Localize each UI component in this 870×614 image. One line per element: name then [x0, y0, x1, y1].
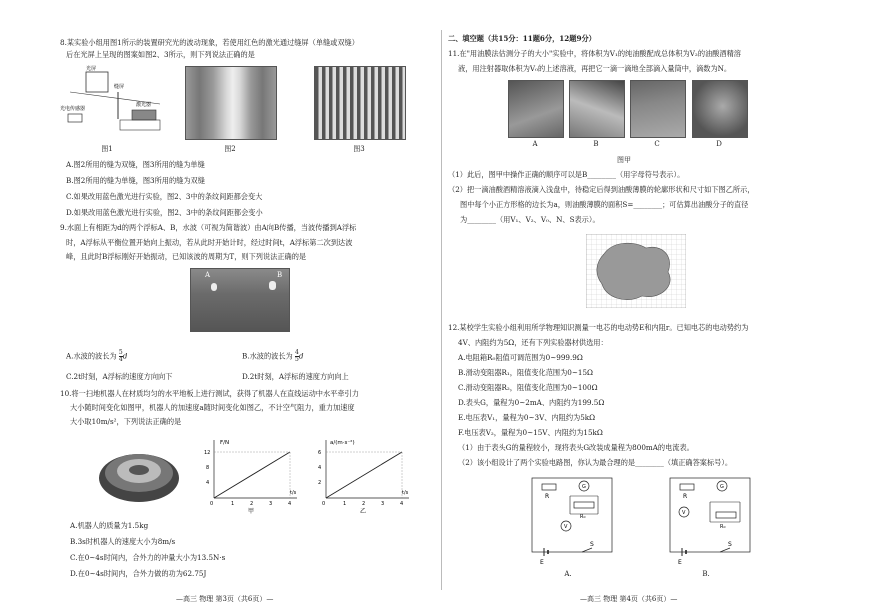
circuit-b-label-s: S	[728, 541, 732, 548]
q9-line-2: 时，A浮标从平衡位置开始向上振动，若从此时开始计时，经过时间t，A浮标第二次到达波	[66, 238, 353, 247]
q11-part-2-line-3: 为________（用V₁、V₂、V₀、N、S表示）。	[460, 215, 600, 224]
graph-jia-ytick-4: 4	[206, 480, 210, 486]
q8-line-1: 8.某实验小组用图1所示的装置研究光的波动现象，若使用红色的激光通过缝屏（单缝或双缝）	[60, 38, 359, 47]
circuit-diagram-a	[520, 472, 620, 568]
graph-jia-xtick-3: 3	[269, 501, 273, 507]
q9-option-c: C.2t时刻，A浮标的速度方向向下	[66, 372, 173, 381]
graph-jia-xtick-1: 1	[231, 501, 235, 507]
fig1-label-laser: 激光器	[136, 102, 152, 108]
q11-line-2: 液，用注射器取体积为V₀的上述溶液，再把它一滴一滴地全部滴入量筒中，滴数为N。	[458, 64, 732, 73]
q12-option-e: E.电压表V₁，量程为0~3V、内阻约为5kΩ	[458, 413, 596, 422]
q8-apparatus-figure	[60, 64, 170, 139]
q8-figure2-pattern	[185, 66, 277, 140]
q10-option-d: D.在0~4s时间内，合外力做的功为62.75J	[70, 569, 207, 578]
photo-caption-b: B	[593, 140, 599, 148]
q12-option-d: D.表头G，量程为0~2mA、内阻约为199.5Ω	[458, 398, 605, 407]
graph-jia-ytick-12: 12	[204, 450, 211, 456]
photo-caption-d: D	[716, 140, 722, 148]
q12-part-1: （1）由于表头G的量程较小，现将表头G改装成量程为800mA的电流表。	[458, 443, 694, 452]
q11-photo-a	[508, 80, 564, 138]
q12-option-c: C.滑动变阻器R₂，阻值变化范围为0~100Ω	[458, 383, 598, 392]
q11-part-2-line-1: （2）把一滴油酸酒精溶液滴入浅盘中，待稳定后得到油酸薄膜的轮廓形状和尺寸如下图乙所示，	[448, 185, 755, 194]
q10-graph-yi	[314, 436, 414, 514]
graph-yi-xtick-3: 3	[381, 501, 385, 507]
buoy-a-label: A	[205, 271, 211, 279]
q10-graph-jia	[202, 436, 302, 514]
q12-option-a: A.电阻箱R₀阻值可调范围为0~999.9Ω	[458, 353, 583, 362]
q9-line-1: 9.水面上有相距为d的两个浮标A、B，水波（可视为简谐波）由A向B传播，当波传播到A浮标	[60, 223, 357, 232]
q11-line-1: 11.在"用油膜法估测分子的大小"实验中，将体积为V₁的纯油酸配成总体积为V₂的油酸酒精溶	[448, 49, 741, 58]
q8-option-a: A.图2所用的缝为双缝，图3所用的缝为单缝	[66, 160, 205, 169]
q11-photo-b	[569, 80, 625, 138]
graph-yi-xtick-0: 0	[322, 501, 326, 507]
q10-line-2: 大小随时间变化如图甲，机器人的加速度a随时间变化如图乙，不计空气阻力，重力加速度	[70, 403, 355, 412]
circuit-diagram-b	[658, 472, 758, 568]
section-title: 二、填空题（共15分：11题6分，12题9分）	[448, 34, 596, 43]
circuit-b-label-e: E	[678, 559, 682, 566]
graph-jia-xlabel: t/s	[290, 490, 297, 496]
right-page-footer: —高三 物理 第4页（共6页）—	[580, 595, 678, 603]
circuit-b-label-r0: R₀	[720, 524, 726, 530]
circuit-a-label-s: S	[590, 541, 594, 548]
right-page	[448, 0, 848, 614]
graph-yi-xtick-1: 1	[343, 501, 347, 507]
graph-yi-ylabel: a/(m·s⁻²)	[330, 440, 355, 446]
graph-jia-xtick-2: 2	[250, 501, 254, 507]
circuit-a-label-e: E	[540, 559, 544, 566]
fig1-label-sensor: 光电传感器	[60, 106, 86, 112]
q10-option-c: C.在0~4s时间内，合外力的冲量大小为13.5N·s	[70, 553, 226, 562]
graph-yi-xtick-2: 2	[362, 501, 366, 507]
q10-line-1: 10.将一扫地机器人在材质均匀的水平地板上进行测试，获得了机器人在直线运动中水平牵引力	[60, 389, 359, 398]
q10-line-3: 大小取10m/s²，下列说法正确的是	[70, 417, 182, 426]
q11-part-1: （1）此后，图甲中操作正确的顺序可以是B________（用字母符号表示）。	[448, 170, 685, 179]
graph-yi-xlabel: t/s	[402, 490, 409, 496]
q9-option-b: B.水波的波长为 $\frac{4}{5}$ d	[242, 349, 304, 363]
q12-line-2: 4V、内阻约为5Ω，还有下列实验器材供选用：	[458, 338, 608, 347]
graph-yi-ytick-2: 2	[318, 480, 322, 486]
q12-option-b: B.滑动变阻器R₁，阻值变化范围为0~15Ω	[458, 368, 593, 377]
oil-film-shape	[597, 243, 670, 299]
photo-caption-c: C	[654, 140, 660, 148]
circuit-a-label-r: R	[545, 493, 550, 500]
fig1-label-slit: 缝屏	[114, 84, 125, 90]
q9-option-a: A.水波的波长为 $\frac{5}{4}$ d	[66, 349, 128, 363]
q8-line-2: 后在光屏上呈现的图案如图2、3所示，则下列说法正确的是	[66, 50, 255, 59]
q8-caption-1: 图1	[101, 145, 113, 153]
q8-option-c: C.如果改用蓝色激光进行实验，图2、3中的条纹间距都会变大	[66, 192, 263, 201]
q12-part-2: （2）该小组设计了两个实验电路图，你认为最合理的是________（填正确答案标号）。	[458, 458, 733, 467]
left-page	[52, 0, 437, 614]
buoy-b-label: B	[277, 271, 283, 279]
buoy-b	[269, 281, 276, 290]
circuit-a-label-r0: R₀	[580, 514, 586, 520]
graph-yi-caption: 乙	[360, 508, 367, 514]
circuit-a-label-g: G	[582, 484, 586, 490]
q11-part-2-line-2: 图中每个小正方形格的边长为a，则油酸薄膜的面积S=________；可估算出油酸分子的直径	[460, 200, 749, 209]
q8-option-b: B.图2所用的缝为单缝，图3所用的缝为双缝	[66, 176, 205, 185]
q8-caption-2: 图2	[224, 145, 236, 153]
q11-photo-c	[630, 80, 686, 138]
q9-line-3: 峰，且此时B浮标刚好开始振动，已知该波的周期为T，则下列说法正确的是	[66, 252, 307, 261]
graph-jia-xtick-4: 4	[288, 501, 292, 507]
circuit-caption-a: A.	[564, 570, 572, 578]
q8-caption-3: 图3	[353, 145, 365, 153]
q9-water-photo	[190, 268, 290, 332]
q8-figure3-pattern	[314, 66, 406, 140]
column-divider	[441, 30, 442, 590]
buoy-a	[211, 283, 217, 291]
q12-line-1: 12.某校学生实验小组利用所学物理知识测量一电芯的电动势E和内阻r。已知电芯的电动势约为	[448, 323, 749, 332]
circuit-b-label-r: R	[683, 493, 688, 500]
q11-photo-d	[692, 80, 748, 138]
fig-jia-caption: 图甲	[617, 156, 631, 164]
graph-jia-caption: 甲	[248, 508, 255, 514]
left-page-footer: —高三 物理 第3页（共6页）—	[176, 595, 274, 603]
graph-jia-ylabel: F/N	[220, 440, 230, 446]
graph-jia-xtick-0: 0	[210, 501, 214, 507]
circuit-a-label-v: V	[564, 524, 568, 530]
circuit-caption-b: B.	[702, 570, 710, 578]
graph-jia-ytick-8: 8	[206, 465, 210, 471]
graph-yi-ytick-4: 4	[318, 465, 322, 471]
fig1-label-screen: 光屏	[86, 66, 97, 72]
q12-option-f: F.电压表V₂，量程为0~15V、内阻约为15kΩ	[458, 428, 603, 437]
circuit-b-label-g: G	[720, 484, 724, 490]
q8-option-d: D.如果改用蓝色激光进行实验，图2、3中的条纹间距都会变小	[66, 208, 263, 217]
q9-option-d: D.2t时刻，A浮标的速度方向向上	[242, 372, 349, 381]
q10-option-a: A.机器人的质量为1.5kg	[70, 521, 149, 530]
circuit-b-label-v: V	[682, 510, 686, 516]
graph-yi-xtick-4: 4	[400, 501, 404, 507]
q10-robot-image	[96, 440, 182, 510]
oil-film-grid	[586, 234, 686, 308]
q10-option-b: B.3s时机器人的速度大小为8m/s	[70, 537, 176, 546]
photo-caption-a: A	[532, 140, 538, 148]
graph-yi-ytick-6: 6	[318, 450, 322, 456]
